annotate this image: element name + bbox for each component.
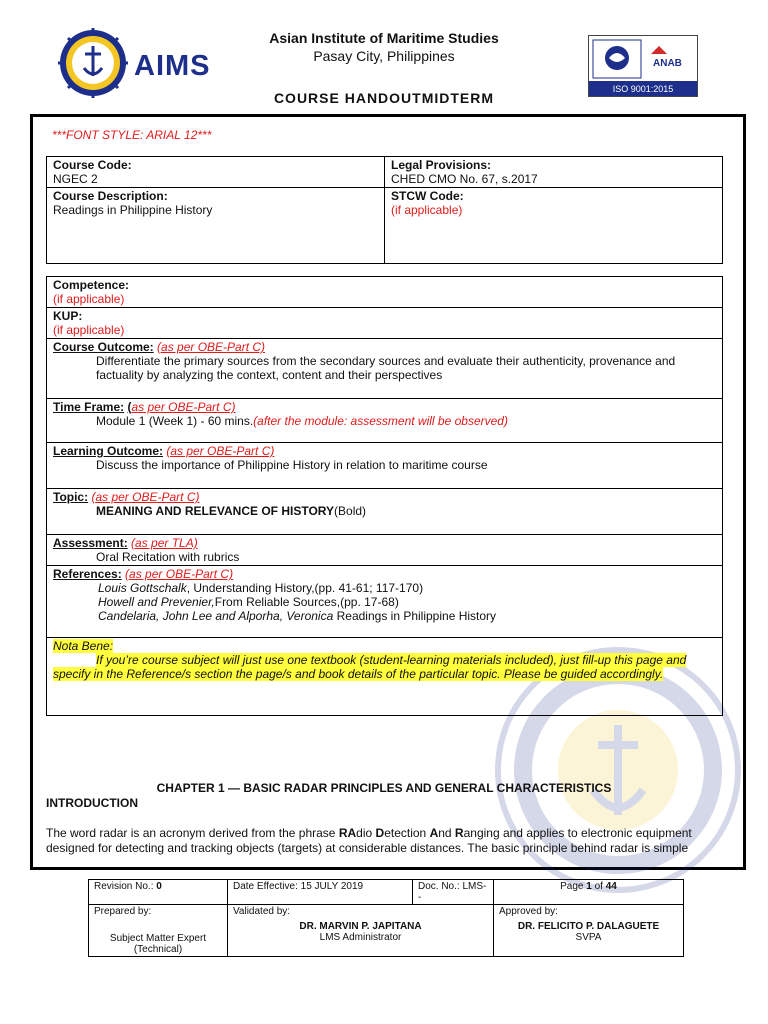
learning-outcome-note: (as per OBE-Part C) (166, 444, 275, 458)
learning-outcome-text: Discuss the importance of Philippine History in relation to maritime course (96, 458, 488, 472)
time-frame-cell (47, 399, 723, 443)
course-code-label: Course Code: (53, 158, 132, 172)
course-outcome-note: (as per OBE-Part C) (157, 340, 266, 354)
reference-item: Howell and Prevenier,From Reliable Sources,(pp. 17-68) (98, 595, 399, 609)
course-description-label: Course Description: (53, 189, 168, 203)
course-outcome-text: Differentiate the primary sources from the secondary sources and evaluate their authenticity, provenance and factuality by analyzing the context, content and their perspectives (96, 354, 676, 382)
nota-bene-cell (47, 638, 723, 716)
course-code-value: NGEC 2 (53, 172, 98, 186)
reference-item: Candelaria, John Lee and Alporha, Veronica Readings in Philippine History (98, 609, 497, 623)
revision-cell: Revision No.: 0 (89, 880, 228, 905)
introduction-heading: INTRODUCTION (46, 796, 138, 810)
iso-certification-badge (588, 35, 698, 97)
time-frame-label: Time Frame: (53, 400, 125, 414)
institution-name: Asian Institute of Maritime Studies (269, 30, 499, 46)
date-effective-cell: Date Effective: 15 JULY 2019 (228, 880, 413, 905)
topic-cell (47, 489, 723, 535)
competence-cell (47, 277, 723, 308)
certification-logos-icon (589, 36, 697, 96)
time-frame-paren: ( (127, 400, 132, 414)
stcw-code-label: STCW Code: (391, 189, 464, 203)
references-note: (as per OBE-Part C) (125, 567, 234, 581)
legal-provisions-label: Legal Provisions: (391, 158, 492, 172)
topic-note: (as per OBE-Part C) (91, 490, 200, 504)
assessment-label: Assessment: (53, 536, 128, 550)
prepared-by-role: Subject Matter Expert (Technical) (109, 933, 207, 955)
topic-text: MEANING AND RELEVANCE OF HISTORY (96, 504, 335, 518)
svg-text:ISO 9001:2015: ISO 9001:2015 (612, 84, 674, 94)
stcw-code-value: (if applicable) (391, 203, 463, 217)
nota-bene-label: Nota Bene: (53, 639, 114, 653)
kup-label: KUP: (53, 309, 83, 323)
assessment-cell (47, 535, 723, 566)
page-number-cell: Page 1 of 44 (494, 880, 684, 905)
course-outcome-label: Course Outcome: (53, 340, 154, 354)
kup-value: (if applicable) (53, 323, 125, 337)
footer-table (88, 879, 684, 957)
approved-by-name: DR. FELICITO P. DALAGUETE (517, 921, 660, 932)
course-outcome-cell (47, 339, 723, 399)
learning-outcome-cell (47, 443, 723, 489)
course-description-value: Readings in Philippine History (53, 203, 213, 217)
references-label: References: (53, 567, 122, 581)
competence-label: Competence: (53, 278, 130, 292)
learning-outcome-label: Learning Outcome: (53, 444, 164, 458)
stcw-code-cell (385, 188, 723, 264)
approved-by-cell (494, 905, 684, 957)
competence-value: (if applicable) (53, 292, 125, 306)
introduction-paragraph: The word radar is an acronym derived from the phrase RAdio Detection And Ranging and applies to electronic equipment designed for detecting and tracking objects (targets) at considerable distances. The basic principle behind radar is simple (46, 826, 692, 855)
assessment-text: Oral Recitation with rubrics (96, 550, 240, 564)
legal-provisions-cell (385, 157, 723, 188)
validated-by-name: DR. MARVIN P. JAPITANA (299, 921, 422, 932)
doc-number-cell: Doc. No.: LMS- - (413, 880, 494, 905)
chapter-heading: CHAPTER 1 — BASIC RADAR PRINCIPLES AND GENERAL CHARACTERISTICS (156, 781, 612, 795)
topic-suffix: (Bold) (334, 504, 367, 518)
reference-item: Louis Gottschalk, Understanding History,(pp. 41-61; 117-170) (98, 581, 424, 595)
validated-by-cell (228, 905, 494, 957)
course-details-table (46, 276, 723, 716)
course-info-table (46, 156, 723, 264)
logo-wordmark: AIMS (134, 50, 211, 82)
prepared-by-label: Prepared by: (94, 906, 152, 917)
references-cell (47, 566, 723, 638)
time-frame-text: Module 1 (Week 1) - 60 mins. (96, 414, 254, 428)
approved-by-label: Approved by: (499, 906, 558, 917)
assessment-note: (as per TLA) (131, 536, 198, 550)
svg-text:ANAB: ANAB (653, 58, 682, 69)
topic-label: Topic: (53, 490, 89, 504)
nota-bene-text: If you’re course subject will just use one textbook (student-learning materials included), just fill-up this page and specify in the Reference/s section the page/s and book details of the particular topic. Please be guided accordingly. (53, 653, 687, 681)
legal-provisions-value: CHED CMO No. 67, s.2017 (391, 172, 538, 186)
course-code-cell (47, 157, 385, 188)
font-style-note: ***FONT STYLE: ARIAL 12*** (52, 128, 212, 142)
approved-by-role: SVPA (575, 932, 602, 943)
prepared-by-cell (89, 905, 228, 957)
institution-city: Pasay City, Philippines (313, 48, 455, 64)
validated-by-role: LMS Administrator (319, 932, 402, 943)
time-frame-note: as per OBE-Part C) (131, 400, 236, 414)
kup-cell (47, 308, 723, 339)
time-frame-extra: (after the module: assessment will be observed) (253, 414, 508, 428)
validated-by-label: Validated by: (233, 906, 291, 917)
course-description-cell (47, 188, 385, 264)
document-title: COURSE HANDOUTMIDTERM (273, 90, 495, 106)
